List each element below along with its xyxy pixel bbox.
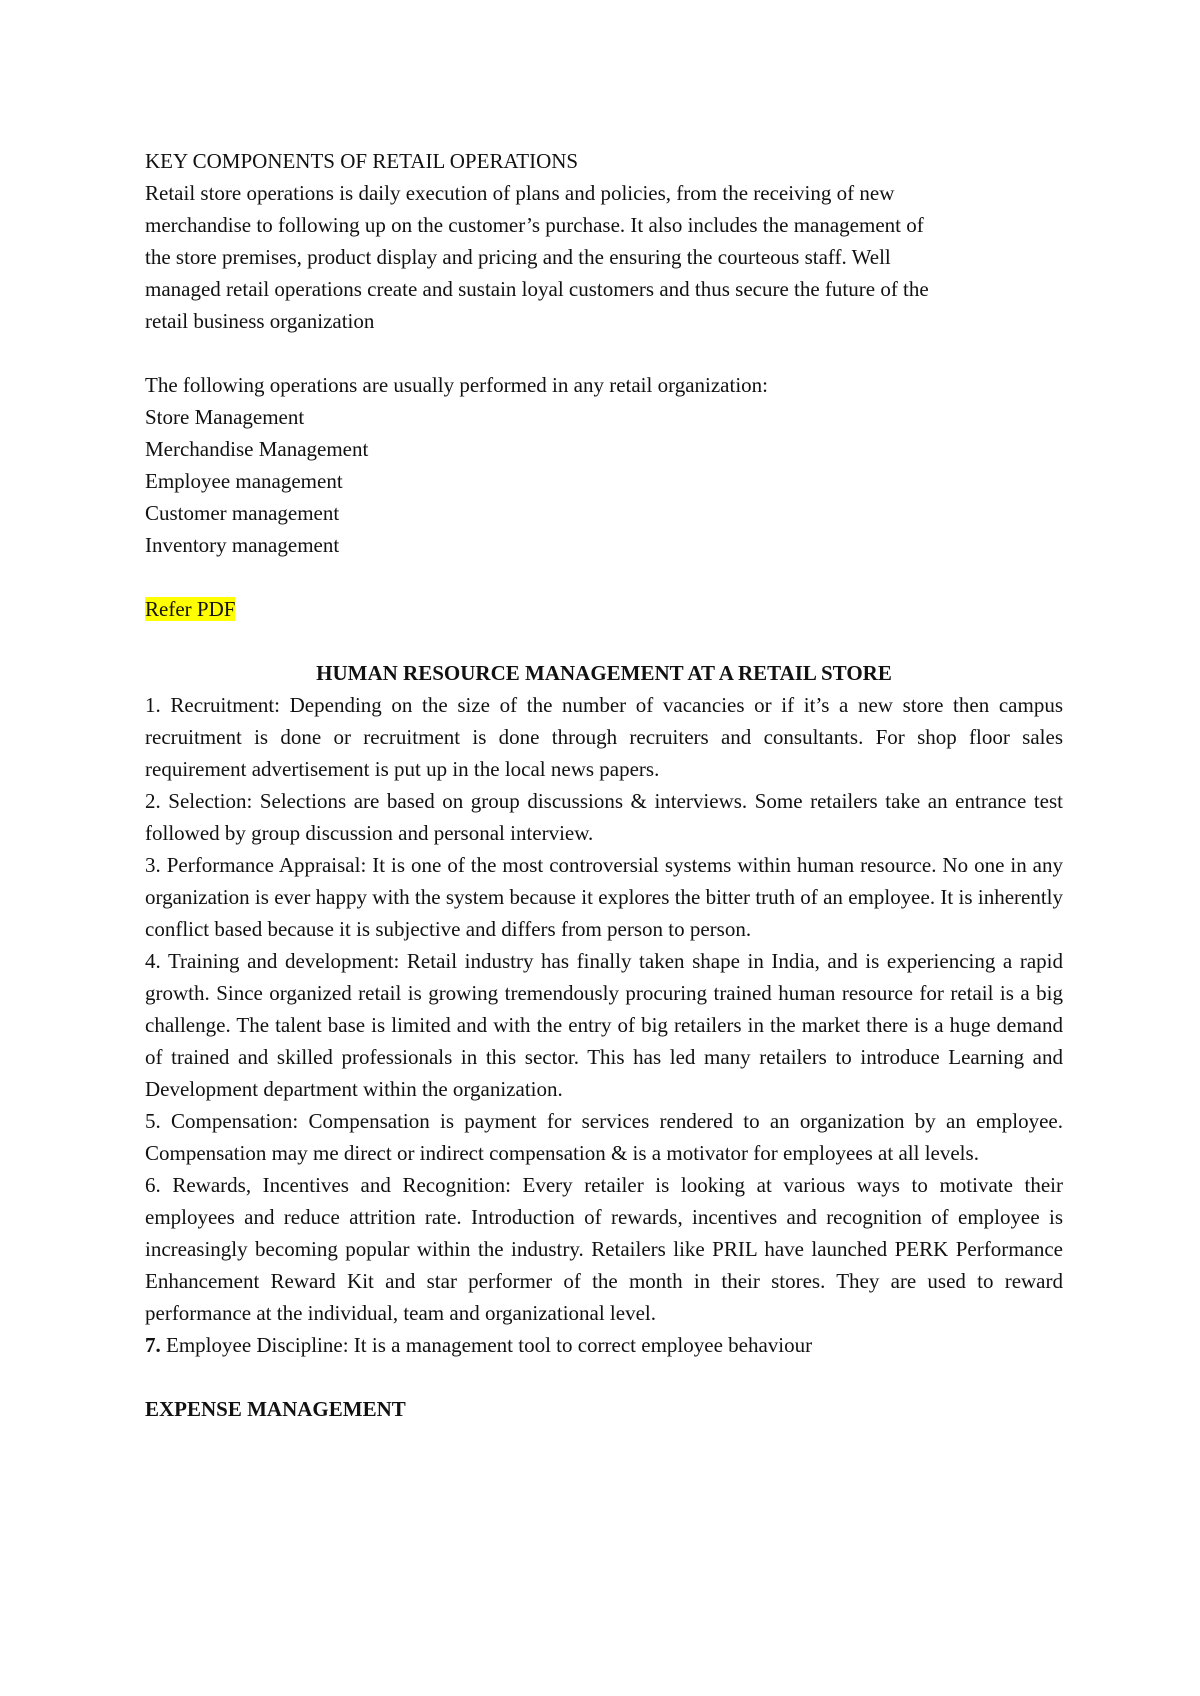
section-title-expense-management: EXPENSE MANAGEMENT xyxy=(145,1397,406,1421)
operation-item: Merchandise Management xyxy=(145,437,369,461)
intro-line: Retail store operations is daily execution of plans and policies, from the receiving of new xyxy=(145,181,895,205)
hr-item-discipline-number: 7. xyxy=(145,1333,161,1357)
intro-line: merchandise to following up on the customer’s purchase. It also includes the management of xyxy=(145,213,924,237)
section-title-key-components: KEY COMPONENTS OF RETAIL OPERATIONS xyxy=(145,149,579,173)
spacer xyxy=(145,561,1063,593)
intro-line: managed retail operations create and sustain loyal customers and thus secure the future of the xyxy=(145,277,929,301)
hr-item-rewards: 6. Rewards, Incentives and Recognition: Every retailer is looking at various ways to motivate their employees and reduce attrition rate. Introduction of rewards, incentives and recognition of employee is increasingly becoming popular within the industry. Retailers like PRIL have launched PERK Performance Enhancement Reward Kit and star performer of the month in their stores. They are used to reward performance at the individual, team and organizational level. xyxy=(145,1173,1063,1325)
intro-line: retail business organization xyxy=(145,309,375,333)
hr-item-discipline-text: Employee Discipline: It is a management tool to correct employee behaviour xyxy=(160,1333,813,1357)
intro-line: the store premises, product display and pricing and the ensuring the courteous staff. Well xyxy=(145,245,891,269)
document-page xyxy=(145,145,1063,1425)
spacer xyxy=(145,337,1063,369)
hr-item-recruitment: 1. Recruitment: Depending on the size of the number of vacancies or if it’s a new store then campus recruitment is done or recruitment is done through recruiters and consultants. For shop floor sales requirement advertisement is put up in the local news papers. xyxy=(145,693,1063,781)
section-title-hr-management: HUMAN RESOURCE MANAGEMENT AT A RETAIL STORE xyxy=(316,661,892,685)
hr-item-performance-appraisal: 3. Performance Appraisal: It is one of the most controversial systems within human resource. No one in any organization is ever happy with the system because it explores the bitter truth of an employee. It is inherently conflict based because it is subjective and differs from person to person. xyxy=(145,853,1063,941)
spacer xyxy=(145,1361,1063,1393)
refer-pdf-note: Refer PDF xyxy=(145,597,236,621)
operation-item: Inventory management xyxy=(145,533,340,557)
operation-item: Employee management xyxy=(145,469,343,493)
operation-item: Customer management xyxy=(145,501,340,525)
hr-item-compensation: 5. Compensation: Compensation is payment for services rendered to an organization by an employee. Compensation may me direct or indirect compensation & is a motivator for employees at all levels. xyxy=(145,1109,1063,1165)
operation-item: Store Management xyxy=(145,405,305,429)
hr-item-discipline xyxy=(145,1329,1063,1361)
hr-item-training: 4. Training and development: Retail industry has finally taken shape in India, and is experiencing a rapid growth. Since organized retail is growing tremendously procuring trained human resource for retail is a big challenge. The talent base is limited and with the entry of big retailers in the market there is a huge demand of trained and skilled professionals in this sector. This has led many retailers to introduce Learning and Development department within the organization. xyxy=(145,949,1063,1101)
operations-list-intro: The following operations are usually performed in any retail organization: xyxy=(145,373,768,397)
hr-item-selection: 2. Selection: Selections are based on group discussions & interviews. Some retailers take an entrance test followed by group discussion and personal interview. xyxy=(145,789,1063,845)
spacer xyxy=(145,625,1063,657)
